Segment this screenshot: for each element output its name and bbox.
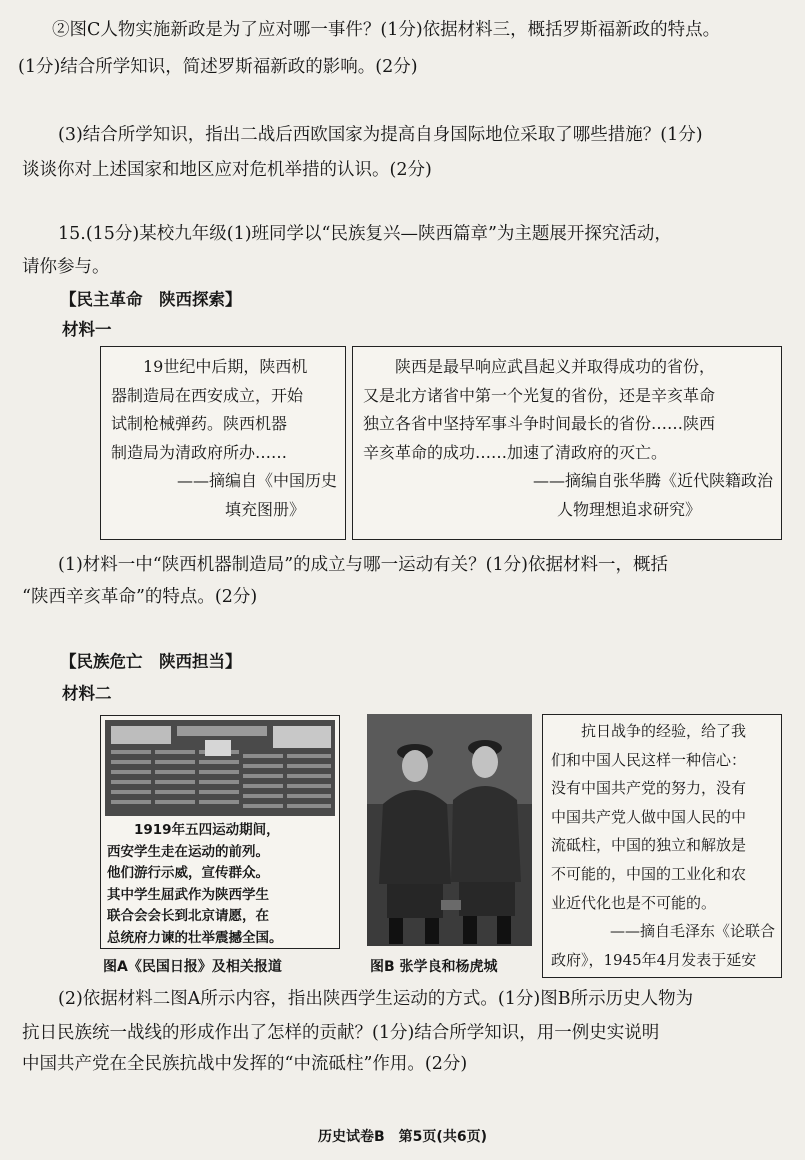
figure-a-caption (107, 820, 333, 949)
q14-part2-line2: (1分)结合所学知识，简述罗斯福新政的影响。(2分) (18, 57, 418, 77)
q15-2-line2: 抗日民族统一战线的形成作出了怎样的贡献？(1分)结合所学知识，用一例史实说明 (22, 1023, 660, 1043)
q15-2-line3: 中国共产党在全民族抗战中发挥的“中流砥柱”作用。(2分) (22, 1054, 468, 1074)
quote-line: 抗日战争的经验，给了我 (581, 722, 747, 740)
figure-a-caption-line: 1919年五四运动期间， (134, 822, 280, 838)
m1-right-line: 辛亥革命的成功……加速了清政府的灭亡。 (363, 442, 668, 462)
figure-a-caption-line: 联合会会长到北京请愿，在 (107, 908, 269, 924)
quote-line: 们和中国人民这样一种信心： (551, 750, 747, 769)
figure-b-photo (367, 714, 532, 946)
q15-1-line1: (1)材料一中“陕西机器制造局”的成立与哪一运动有关？(1分)依据材料一，概括 (58, 555, 668, 575)
quote-line: 业近代化也是不可能的。 (551, 893, 717, 912)
material2-quote-box (542, 714, 782, 978)
m1-left-line: 试制枪械弹药。陕西机器 (111, 414, 288, 433)
material1-label: 材料一 (62, 320, 112, 339)
material1-left-box (100, 346, 346, 540)
section-title-national-crisis: 【民族危亡 陕西担当】 (60, 652, 242, 671)
figure-a-title: 图A《民国日报》及相关报道 (103, 959, 282, 975)
m1-left-line: 19世纪中后期，陕西机 (143, 357, 308, 376)
figure-a-frame (100, 715, 340, 949)
quote-line: 流砥柱，中国的独立和解放是 (551, 836, 747, 855)
q14-part3-line1: (3)结合所学知识，指出二战后西欧国家为提高自身国际地位采取了哪些措施？(1分) (58, 125, 703, 145)
material2-label: 材料二 (62, 684, 112, 703)
section-title-democratic-revolution: 【民主革命 陕西探索】 (60, 290, 242, 309)
material1-right-box (352, 346, 782, 540)
m1-left-source-line2: 填充图册》 (224, 499, 305, 519)
q15-intro-line2: 请你参与。 (22, 257, 110, 277)
figure-a-caption-line: 总统府力谏的壮举震撼全国。 (107, 929, 283, 946)
m1-right-line: 独立各省中坚持军事斗争时间最长的省份……陕西 (363, 414, 716, 433)
m1-left-source-line1: ——摘编自《中国历史 (176, 471, 337, 490)
m1-right-source-line1: ——摘编自张华腾《近代陕籍政治 (532, 471, 773, 490)
figure-b-title: 图B 张学良和杨虎城 (370, 959, 498, 975)
quote-source-line1: ——摘自毛泽东《论联合 (609, 922, 775, 941)
quote-source-line2: 政府》，1945年4月发表于延安 (551, 950, 757, 969)
quote-line: 没有中国共产党的努力，没有 (551, 779, 747, 798)
m1-right-line: 陕西是最早响应武昌起义并取得成功的省份， (395, 357, 716, 376)
q14-part3-line2: 谈谈你对上述国家和地区应对危机举措的认识。(2分) (22, 160, 432, 180)
figure-a-caption-line: 他们游行示威，宣传群众。 (107, 865, 269, 881)
newspaper-photo (105, 720, 335, 816)
m1-right-source-line2: 人物理想追求研究》 (556, 499, 701, 519)
m1-left-line: 器制造局在西安成立，开始 (111, 385, 304, 405)
figure-a-caption-line: 其中学生屈武作为陕西学生 (107, 886, 269, 903)
q15-2-line1: (2)依据材料二图A所示内容，指出陕西学生运动的方式。(1分)图B所示历史人物为 (58, 989, 694, 1009)
quote-line: 中国共产党人做中国人民的中 (551, 807, 747, 826)
q15-1-line2: “陕西辛亥革命”的特点。(2分) (22, 587, 258, 607)
m1-left-line: 制造局为清政府所办…… (111, 442, 288, 462)
q15-intro-line1: 15.(15分)某校九年级(1)班同学以“民族复兴—陕西篇章”为主题展开探究活动， (58, 224, 672, 244)
q14-part2-line1: ②图C人物实施新政是为了应对哪一事件？(1分)依据材料三，概括罗斯福新政的特点。 (52, 20, 721, 40)
page-footer: 历史试卷B 第5页(共6页) (318, 1129, 487, 1145)
m1-right-line: 又是北方诸省中第一个光复的省份，还是辛亥革命 (363, 385, 716, 405)
quote-line: 不可能的，中国的工业化和农 (551, 864, 747, 883)
figure-a-caption-line: 西安学生走在运动的前列。 (107, 843, 269, 860)
